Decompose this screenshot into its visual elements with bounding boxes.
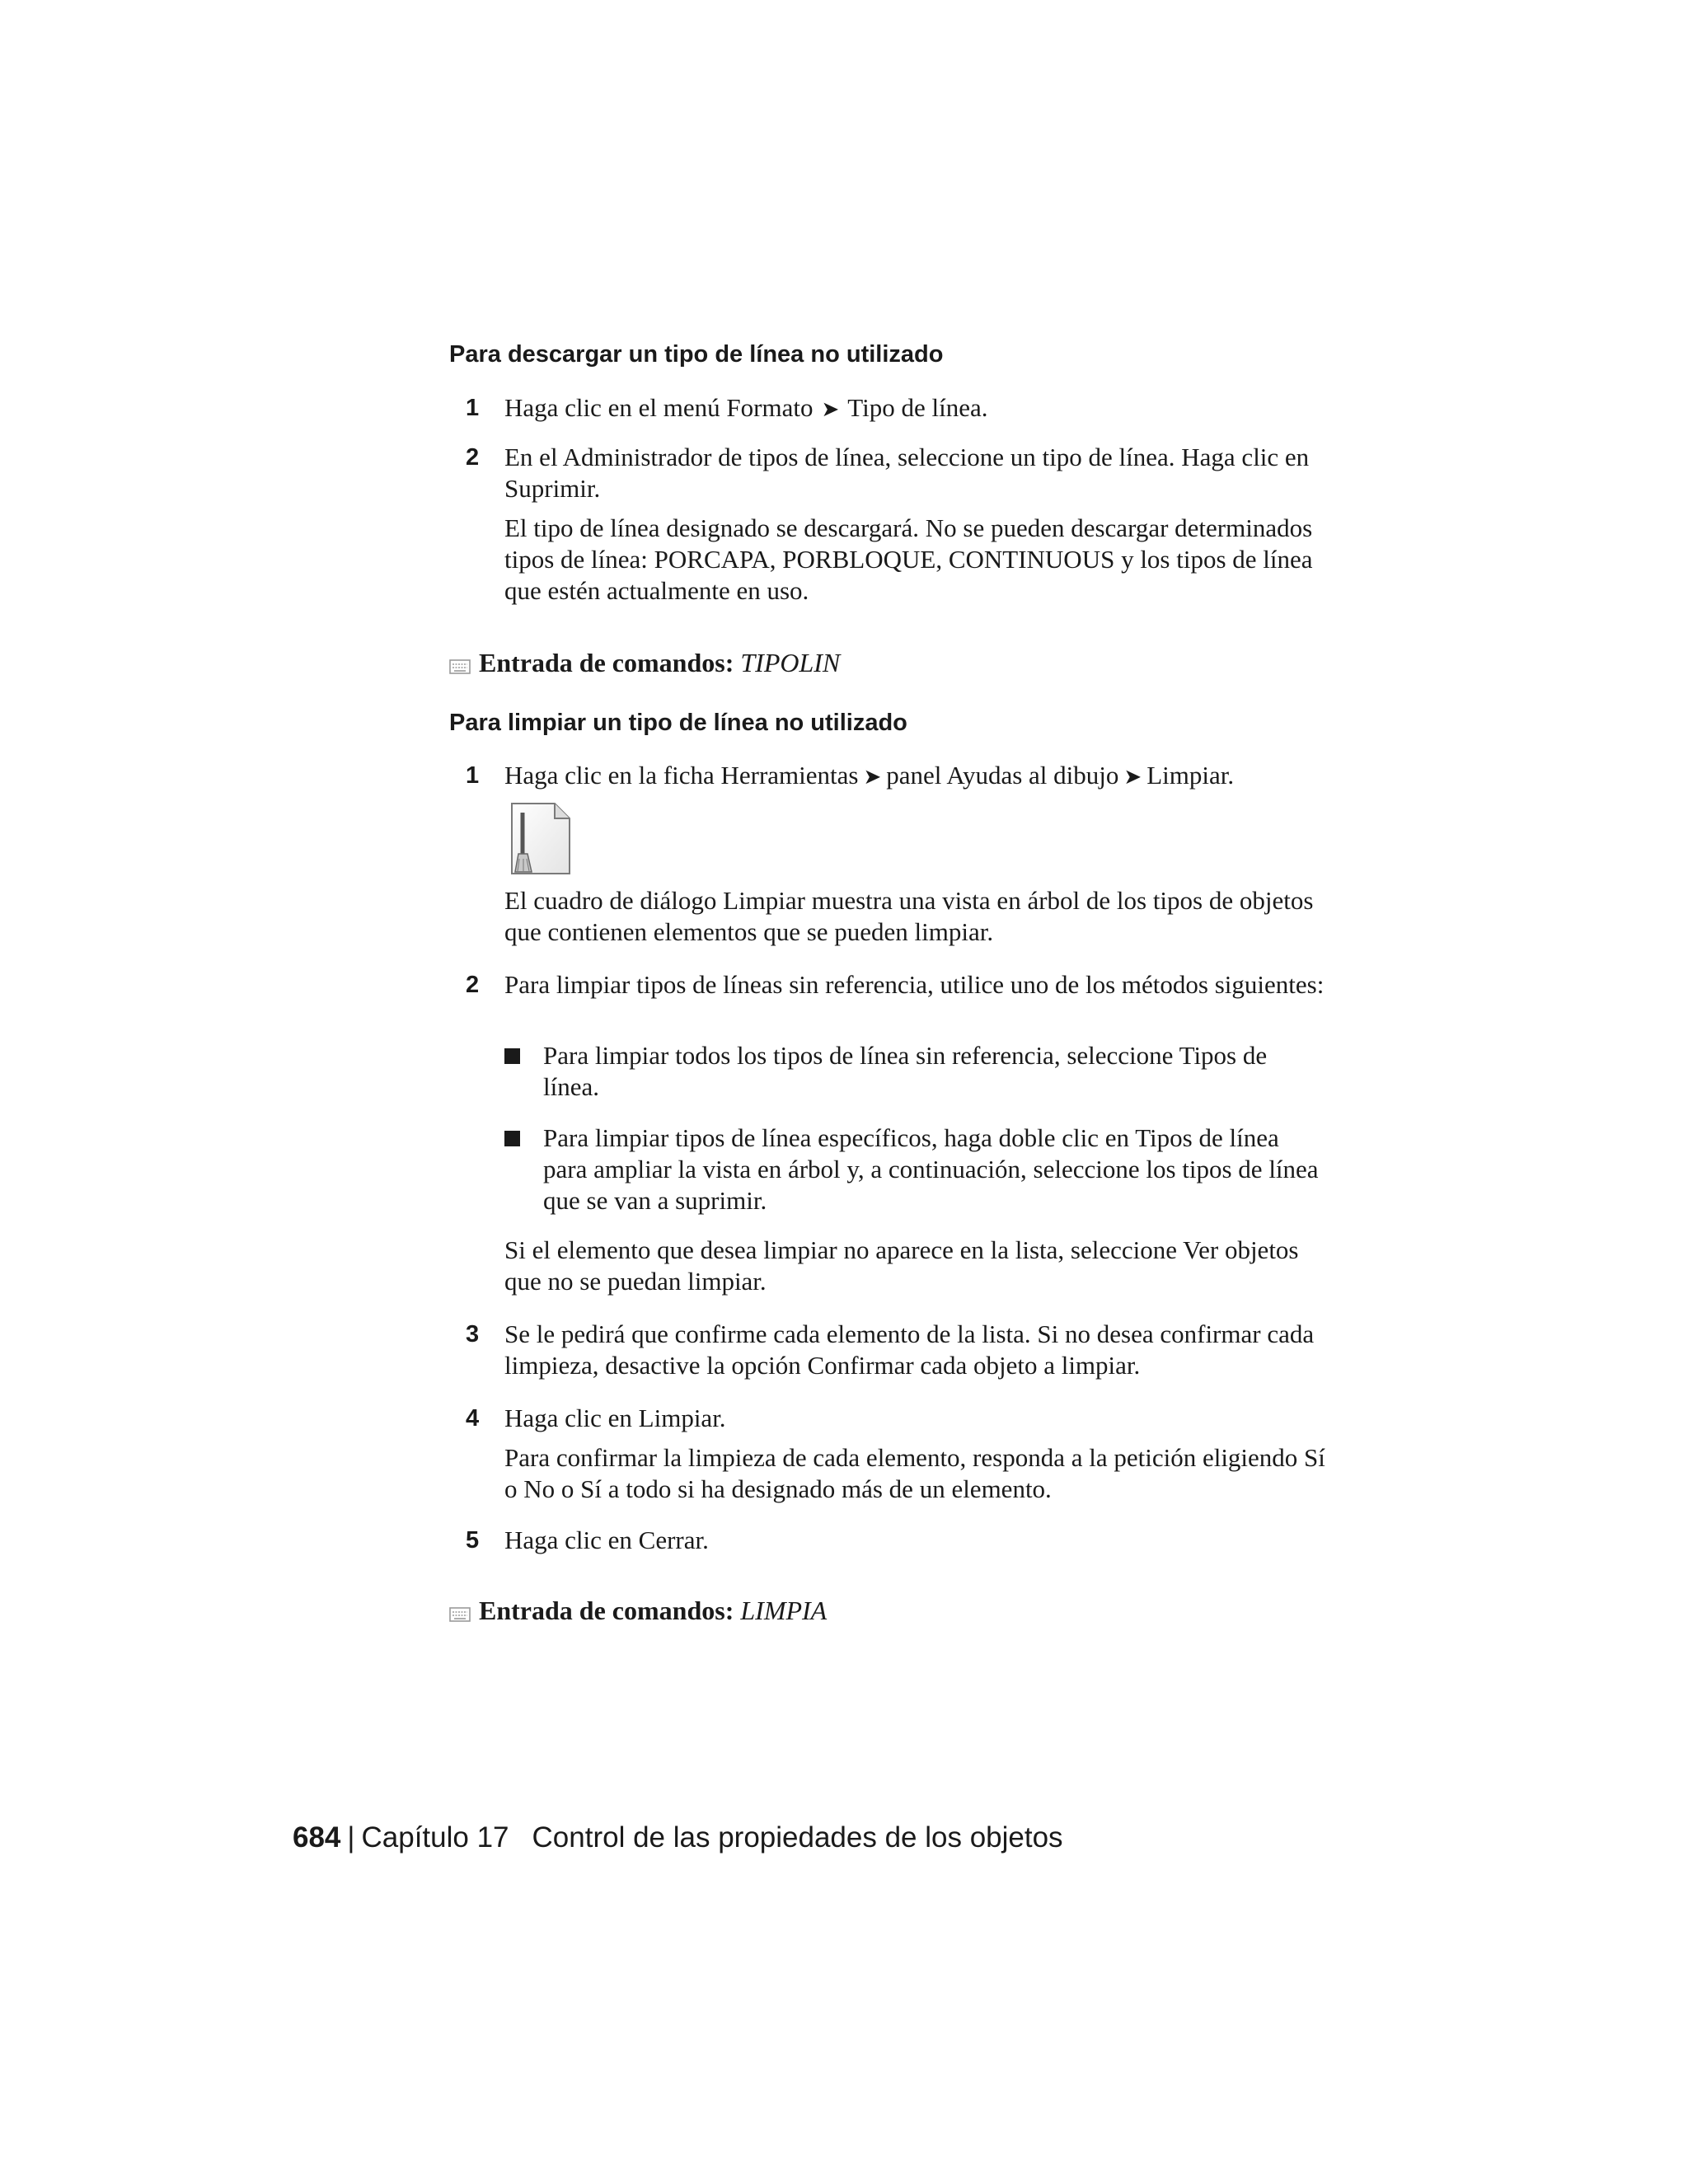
step-text: Haga clic en la ficha Herramientas xyxy=(504,761,859,790)
step-text: En el Administrador de tipos de línea, seleccione un tipo de línea. Haga clic en Suprimir. xyxy=(504,443,1310,503)
command-entry-limpia xyxy=(449,1594,827,1630)
step-number: 5 xyxy=(466,1527,480,1554)
step-text: Haga clic en Cerrar. xyxy=(504,1526,709,1554)
command-entry-tipolin xyxy=(449,646,840,682)
step-number: 2 xyxy=(466,972,480,998)
menu-arrow-icon: ➤ xyxy=(821,397,840,422)
menu-arrow-icon: ➤ xyxy=(1123,765,1142,790)
menu-arrow-icon: ➤ xyxy=(863,765,882,790)
bullet-square-icon xyxy=(504,1048,520,1064)
bullet-square-icon xyxy=(504,1131,520,1146)
footer-separator: | xyxy=(347,1821,355,1854)
step-note: El tipo de línea designado se descargará. No se pueden descargar determinados tipos de línea: PORCAPA, PORBLOQUE, CONTINUOUS y los tipos de línea que estén actualmente en uso. xyxy=(504,513,1313,605)
step-text: panel Ayudas al dibujo xyxy=(886,761,1119,790)
page-number: 684 xyxy=(293,1821,341,1854)
command-label: Entrada de comandos: xyxy=(479,648,734,677)
keyboard-icon xyxy=(449,1597,471,1630)
step-number: 1 xyxy=(466,395,480,421)
step-text: Haga clic en el menú Formato xyxy=(504,393,814,422)
step-number: 4 xyxy=(466,1405,480,1432)
step-number: 1 xyxy=(466,762,480,789)
step-number: 2 xyxy=(466,444,480,471)
step-note: El cuadro de diálogo Limpiar muestra una vista en árbol de los tipos de objetos que contienen elementos que se pueden limpiar. xyxy=(504,886,1314,946)
step-text: Tipo de línea. xyxy=(847,393,988,422)
step-text: Se le pedirá que confirme cada elemento de la lista. Si no desea confirmar cada limpieza, desactive la opción Confirmar cada objeto a limpiar. xyxy=(504,1319,1315,1380)
purge-broom-icon xyxy=(507,801,573,881)
section-heading-unload: Para descargar un tipo de línea no utilizado xyxy=(449,341,944,368)
chapter-label: Capítulo 17 xyxy=(361,1821,509,1854)
command-value: LIMPIA xyxy=(740,1596,828,1625)
step-note: Si el elemento que desea limpiar no aparece en la lista, seleccione Ver objetos que no se puedan limpiar. xyxy=(504,1235,1299,1296)
chapter-title: Control de las propiedades de los objetos xyxy=(532,1821,1063,1854)
section-heading-purge: Para limpiar un tipo de línea no utilizado xyxy=(449,710,907,736)
step-note: Para confirmar la limpieza de cada elemento, responda a la petición eligiendo Sí o No o Sí a todo si ha designado más de un elemento. xyxy=(504,1443,1325,1503)
page-footer xyxy=(293,1820,1063,1856)
step-text: Haga clic en Limpiar. xyxy=(504,1404,726,1432)
step-text: Para limpiar tipos de líneas sin referencia, utilice uno de los métodos siguientes: xyxy=(504,970,1325,999)
command-label: Entrada de comandos: xyxy=(479,1596,734,1625)
command-value: TIPOLIN xyxy=(740,648,841,677)
keyboard-icon xyxy=(449,649,471,682)
step-number: 3 xyxy=(466,1321,480,1347)
document-page: Para descargar un tipo de línea no utilizado 1 Haga clic en el menú Formato ➤ Tipo de línea. 2 En el Administrador de tipos de línea, seleccione un tipo de línea. Haga clic en Suprimir. El tipo de línea designado se descargará. No se pueden descargar determinados tipos de línea: PORCAPA, PORBLOQUE, CONTINUOUS y los tipos de línea que estén actualmente en uso. Entrada de comandos: TIPOLIN Para limpiar un tipo de línea no utilizado 1 Haga clic en la ficha Herramientas ➤ panel Ayudas al dibujo ➤ Limpiar. El cuadro de diálogo Limpiar muestra una vista en árbol de los tipos de objetos que contienen elementos que se pueden limpiar. 2 Para limpiar tipos de líneas sin referencia, utilice uno de los métodos siguientes: Para limpiar todos los tipos de línea sin referencia, seleccione Tipos de línea. Para limpiar tipos de línea específicos, haga doble clic en Tipos de línea para ampliar la vista en árbol y, a continuación, seleccione los tipos de línea que se van a suprimir. Si el elemento que desea limpiar no aparece en la lista, seleccione Ver objetos que no se puedan limpiar. 3 Se le pedirá que confirme cada elemento de la lista. Si no desea confirmar cada limpieza, desactive la opción Confirmar cada objeto a limpiar. 4 Haga clic en Limpiar. Para confirmar la limpieza de cada elemento, responda a la petición eligiendo Sí o No o Sí a todo si ha designado más de un elemento. 5 Haga clic en Cerrar. Entrada de comandos: LIMPIA 684 | Capítulo 17 Control de las propiedades de los objetos xyxy=(0,0,1688,2184)
step-text: Limpiar. xyxy=(1146,761,1235,790)
